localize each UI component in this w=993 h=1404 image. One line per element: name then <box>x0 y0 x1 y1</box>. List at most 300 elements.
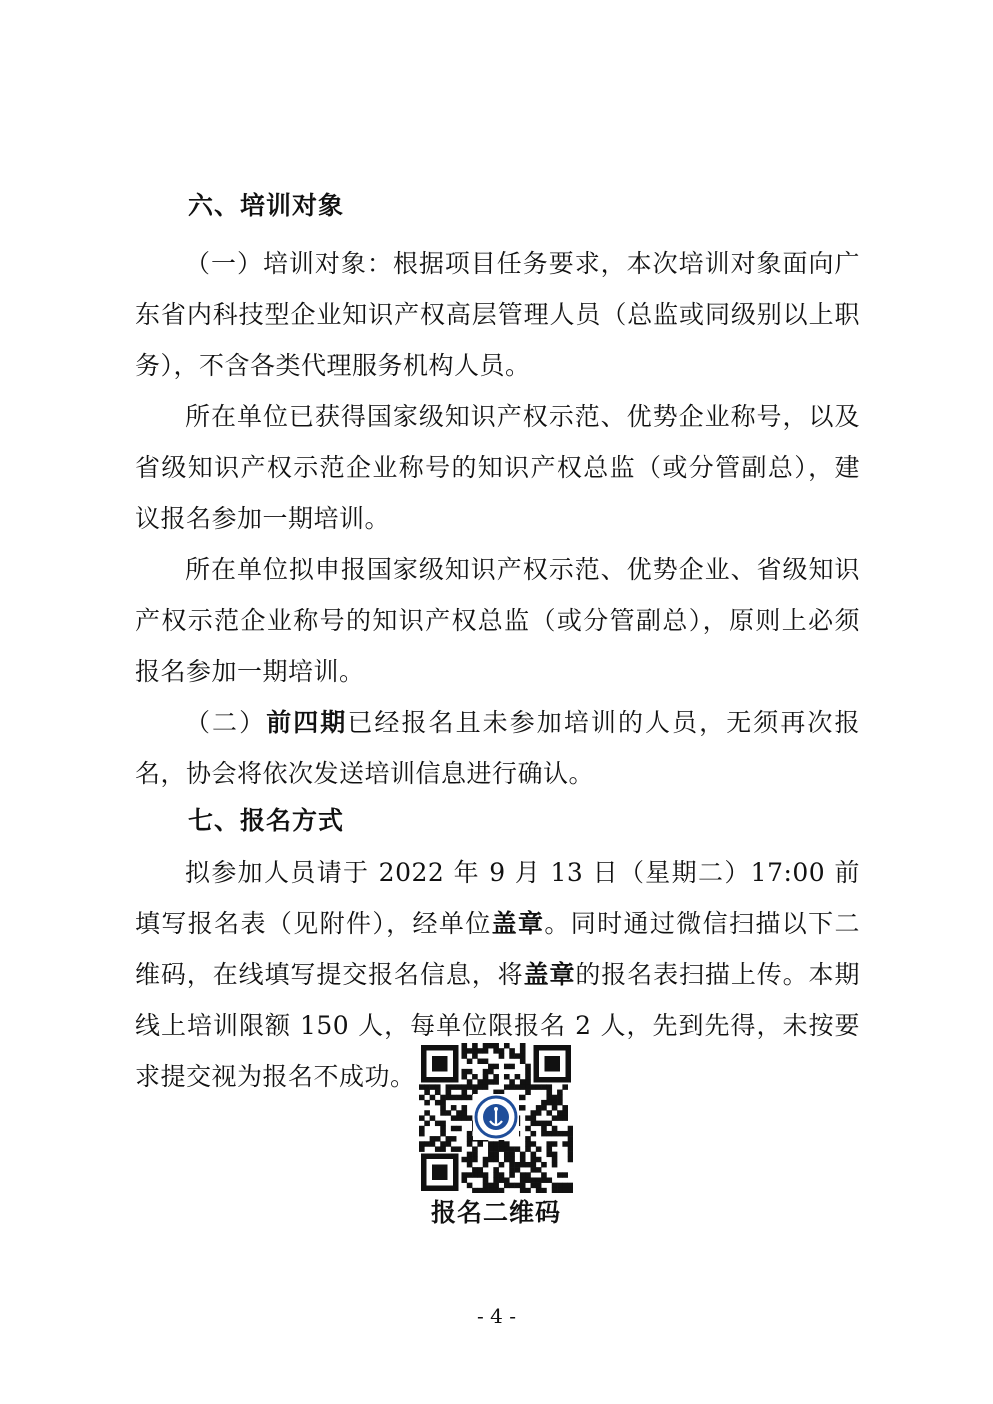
qr-module <box>461 1069 467 1074</box>
qr-module <box>467 1141 473 1146</box>
qr-module <box>461 1110 467 1115</box>
section-6-paragraph-3: 所在单位拟申报国家级知识产权示范、优势企业、省级知识产权示范企业称号的知识产权总监（或分管副总），原则上必须报名参加一期培训。 <box>135 555 860 686</box>
qr-module <box>435 1100 441 1105</box>
registration-qr-block <box>419 1043 573 1231</box>
qr-module <box>531 1121 537 1126</box>
qr-module <box>483 1157 489 1162</box>
qr-module <box>446 1141 452 1146</box>
qr-module <box>546 1084 552 1089</box>
qr-module <box>467 1069 473 1074</box>
qr-module <box>456 1126 462 1131</box>
qr-module <box>493 1146 499 1151</box>
qr-module <box>536 1183 542 1188</box>
qr-module <box>440 1105 446 1110</box>
qr-module <box>483 1162 489 1167</box>
qr-module <box>520 1095 526 1100</box>
qr-module <box>557 1100 563 1105</box>
qr-module <box>461 1095 467 1100</box>
paragraph-7-part-2: 。同时通过微信扫描以下二维码，在线填写提交报名信息，将 <box>135 909 860 989</box>
qr-module <box>467 1157 473 1162</box>
qr-module <box>546 1177 552 1182</box>
qr-module <box>440 1110 446 1115</box>
qr-module <box>546 1095 552 1100</box>
qr-module <box>504 1084 510 1089</box>
qr-module <box>477 1172 483 1177</box>
qr-module <box>467 1048 473 1053</box>
qr-module <box>546 1090 552 1095</box>
qr-module <box>456 1115 462 1120</box>
qr-module <box>499 1053 505 1058</box>
qr-module <box>461 1157 467 1162</box>
qr-module <box>461 1090 467 1095</box>
qr-module <box>419 1095 425 1100</box>
qr-module <box>488 1146 494 1151</box>
qr-module <box>467 1084 473 1089</box>
qr-module <box>493 1043 499 1048</box>
qr-module <box>477 1167 483 1172</box>
qr-module <box>520 1183 526 1188</box>
qr-module <box>488 1079 494 1084</box>
qr-module <box>488 1152 494 1157</box>
qr-module <box>467 1183 473 1188</box>
qr-module <box>451 1136 457 1141</box>
qr-module <box>525 1162 531 1167</box>
qr-module <box>493 1074 499 1079</box>
section-6-paragraph-2: 所在单位已获得国家级知识产权示范、优势企业称号，以及省级知识产权示范企业称号的知识产权总监（或分管副总），建议报名参加一期培训。 <box>135 402 860 533</box>
qr-module <box>525 1084 531 1089</box>
qr-module <box>483 1074 489 1079</box>
qr-module <box>488 1069 494 1074</box>
qr-module <box>536 1084 542 1089</box>
qr-module <box>515 1146 521 1151</box>
qr-module <box>483 1177 489 1182</box>
qr-module <box>520 1059 526 1064</box>
qr-module <box>541 1126 547 1131</box>
qr-module <box>472 1167 478 1172</box>
qr-module <box>552 1188 558 1193</box>
qr-module <box>568 1157 573 1162</box>
qr-module <box>430 1141 436 1146</box>
qr-module <box>525 1141 531 1146</box>
qr-module <box>467 1095 473 1100</box>
qr-module <box>461 1172 467 1177</box>
qr-module <box>520 1177 526 1182</box>
qr-module <box>467 1131 473 1136</box>
qr-module <box>488 1183 494 1188</box>
qr-module <box>461 1043 467 1048</box>
qr-module <box>541 1084 547 1089</box>
page-number: - 4 - <box>477 1304 516 1328</box>
qr-module <box>552 1162 558 1167</box>
section-6-heading: 六、培训对象 <box>188 191 345 220</box>
qr-module <box>472 1152 478 1157</box>
qr-module <box>520 1162 526 1167</box>
qr-module <box>509 1162 515 1167</box>
qr-module <box>541 1100 547 1105</box>
qr-module <box>531 1183 537 1188</box>
qr-module <box>525 1069 531 1074</box>
qr-module <box>552 1131 558 1136</box>
qr-module <box>515 1084 521 1089</box>
qr-module <box>435 1090 441 1095</box>
qr-module <box>509 1172 515 1177</box>
qr-module <box>552 1126 558 1131</box>
qr-module <box>477 1141 483 1146</box>
qr-module <box>557 1188 563 1193</box>
qr-module <box>552 1115 558 1120</box>
qr-module <box>531 1110 537 1115</box>
qr-module <box>536 1146 542 1151</box>
qr-module <box>456 1110 462 1115</box>
qr-module <box>504 1157 510 1162</box>
qr-module <box>525 1064 531 1069</box>
qr-module <box>451 1084 457 1089</box>
qr-module <box>552 1157 558 1162</box>
qr-module <box>546 1121 552 1126</box>
qr-module <box>520 1084 526 1089</box>
qr-module <box>568 1152 573 1157</box>
qr-module <box>531 1084 537 1089</box>
qr-module <box>531 1115 537 1120</box>
qr-module <box>472 1084 478 1089</box>
qr-module <box>568 1126 573 1131</box>
qr-module <box>515 1183 521 1188</box>
qr-module <box>515 1167 521 1172</box>
qr-module <box>504 1074 510 1079</box>
qr-module <box>520 1152 526 1157</box>
qr-module <box>430 1095 436 1100</box>
qr-module <box>557 1095 563 1100</box>
qr-module <box>435 1146 441 1151</box>
qr-module <box>477 1188 483 1193</box>
qr-module <box>546 1141 552 1146</box>
paragraph-4-rest: 已经报名且未参加培训的人员，无须再次报名，协会将依次发送培训信息进行确认。 <box>135 708 860 788</box>
qr-module <box>568 1136 573 1141</box>
qr-module <box>515 1162 521 1167</box>
qr-module <box>430 1084 436 1089</box>
qr-module <box>467 1172 473 1177</box>
qr-module <box>488 1157 494 1162</box>
qr-module <box>493 1152 499 1157</box>
qr-module <box>557 1131 563 1136</box>
qr-module <box>536 1167 542 1172</box>
qr-module <box>467 1079 473 1084</box>
qr-module <box>504 1064 510 1069</box>
qr-module <box>424 1100 430 1105</box>
qr-module <box>472 1188 478 1193</box>
qr-module <box>467 1136 473 1141</box>
qr-module <box>493 1183 499 1188</box>
qr-module <box>493 1177 499 1182</box>
qr-module <box>499 1146 505 1151</box>
qr-module <box>552 1095 558 1100</box>
qr-module <box>499 1141 505 1146</box>
qr-module <box>568 1146 573 1151</box>
qr-module <box>488 1043 494 1048</box>
qr-module <box>483 1183 489 1188</box>
qr-module <box>456 1084 462 1089</box>
qr-module <box>419 1115 425 1120</box>
document-body <box>135 186 860 1102</box>
qr-module <box>499 1172 505 1177</box>
qr-module <box>531 1131 537 1136</box>
paragraph-7-part-3: 的报名表扫描上传。本期线上培训限额 150 人，每单位限报名 2 人，先到先得，未按要求提交视为报名不成功。 <box>135 960 860 1091</box>
qr-module <box>520 1172 526 1177</box>
qr-module <box>440 1146 446 1151</box>
qr-module <box>520 1053 526 1058</box>
qr-module <box>493 1141 499 1146</box>
qr-module <box>525 1115 531 1120</box>
qr-module <box>562 1172 568 1177</box>
qr-module <box>562 1115 568 1120</box>
stamp-emphasis-1: 盖章 <box>491 909 545 938</box>
qr-module <box>461 1053 467 1058</box>
qr-module <box>493 1048 499 1053</box>
qr-module <box>440 1141 446 1146</box>
qr-module <box>541 1188 547 1193</box>
qr-module <box>419 1141 425 1146</box>
qr-module <box>546 1146 552 1151</box>
qr-module <box>472 1074 478 1079</box>
qr-module <box>477 1048 483 1053</box>
qr-module <box>520 1188 526 1193</box>
qr-module <box>515 1074 521 1079</box>
qr-module <box>472 1157 478 1162</box>
qr-module <box>493 1167 499 1172</box>
qr-module <box>451 1146 457 1151</box>
qr-module <box>451 1095 457 1100</box>
qr-module <box>525 1074 531 1079</box>
qr-module <box>499 1188 505 1193</box>
qr-module <box>504 1043 510 1048</box>
qr-module <box>525 1079 531 1084</box>
qr-module <box>504 1183 510 1188</box>
qr-module <box>456 1146 462 1151</box>
qr-module <box>435 1121 441 1126</box>
qr-module <box>504 1146 510 1151</box>
qr-module <box>461 1115 467 1120</box>
qr-module <box>509 1183 515 1188</box>
qr-module <box>509 1167 515 1172</box>
qr-module <box>451 1115 457 1120</box>
qr-module <box>504 1152 510 1157</box>
association-logo-icon <box>476 1097 516 1137</box>
paragraph-4-prefix: （二） <box>185 708 267 737</box>
qr-module <box>562 1131 568 1136</box>
qr-module <box>472 1043 478 1048</box>
qr-module <box>472 1048 478 1053</box>
qr-module <box>430 1136 436 1141</box>
qr-module <box>525 1146 531 1151</box>
qr-module <box>552 1152 558 1157</box>
qr-module <box>419 1131 425 1136</box>
qr-module <box>562 1084 568 1089</box>
qr-module <box>520 1043 526 1048</box>
qr-module <box>520 1079 526 1084</box>
qr-module <box>541 1172 547 1177</box>
qr-module <box>483 1043 489 1048</box>
section-6-paragraph-1: （一）培训对象：根据项目任务要求，本次培训对象面向广东省内科技型企业知识产权高层管理人员（总监或同级别以上职务），不含各类代理服务机构人员。 <box>135 249 860 380</box>
qr-module <box>430 1115 436 1120</box>
qr-module <box>509 1084 515 1089</box>
qr-module <box>536 1188 542 1193</box>
qr-module <box>520 1048 526 1053</box>
qr-module <box>435 1136 441 1141</box>
qr-module <box>440 1095 446 1100</box>
qr-module <box>483 1048 489 1053</box>
qr-module <box>536 1157 542 1162</box>
qr-module <box>499 1048 505 1053</box>
qr-module <box>568 1131 573 1136</box>
qr-module <box>461 1074 467 1079</box>
qr-module <box>499 1162 505 1167</box>
qr-module <box>546 1152 552 1157</box>
qr-module <box>531 1167 537 1172</box>
qr-module <box>440 1131 446 1136</box>
qr-module <box>531 1157 537 1162</box>
qr-module <box>419 1126 425 1131</box>
qr-module <box>509 1146 515 1151</box>
qr-module <box>515 1053 521 1058</box>
qr-module <box>568 1141 573 1146</box>
qr-module <box>525 1126 531 1131</box>
qr-module <box>472 1146 478 1151</box>
qr-module <box>483 1079 489 1084</box>
qr-module <box>483 1059 489 1064</box>
qr-module <box>562 1188 568 1193</box>
qr-module <box>520 1105 526 1110</box>
qr-module <box>424 1090 430 1095</box>
qr-module <box>424 1084 430 1089</box>
qr-module <box>461 1084 467 1089</box>
qr-module <box>562 1183 568 1188</box>
qr-module <box>424 1110 430 1115</box>
qr-module <box>562 1141 568 1146</box>
qr-module <box>451 1126 457 1131</box>
paragraph-4-bold: 前四期 <box>266 708 348 737</box>
qr-module <box>509 1048 515 1053</box>
qr-module <box>461 1048 467 1053</box>
qr-module <box>488 1188 494 1193</box>
qr-module <box>541 1105 547 1110</box>
qr-module <box>557 1172 563 1177</box>
qr-module <box>525 1136 531 1141</box>
qr-module <box>467 1059 473 1064</box>
stamp-emphasis-2: 盖章 <box>523 960 576 989</box>
qr-module <box>531 1141 537 1146</box>
qr-module <box>440 1100 446 1105</box>
qr-module <box>446 1095 452 1100</box>
qr-module <box>557 1110 563 1115</box>
qr-module <box>525 1172 531 1177</box>
qr-module <box>446 1110 452 1115</box>
qr-module <box>509 1157 515 1162</box>
qr-module <box>509 1079 515 1084</box>
qr-module <box>504 1141 510 1146</box>
qr-module <box>493 1157 499 1162</box>
qr-module <box>536 1121 542 1126</box>
qr-module <box>461 1177 467 1182</box>
qr-module <box>493 1172 499 1177</box>
qr-module <box>509 1152 515 1157</box>
qr-module <box>541 1131 547 1136</box>
qr-module <box>440 1121 446 1126</box>
qr-module <box>509 1064 515 1069</box>
qr-module <box>456 1095 462 1100</box>
qr-caption: 报名二维码 <box>430 1198 561 1227</box>
qr-module <box>493 1188 499 1193</box>
qr-module <box>483 1188 489 1193</box>
qr-module <box>477 1059 483 1064</box>
qr-module <box>520 1157 526 1162</box>
qr-module <box>562 1110 568 1115</box>
section-7-heading: 七、报名方式 <box>188 806 345 835</box>
qr-module <box>446 1136 452 1141</box>
qr-module <box>568 1188 573 1193</box>
qr-module <box>536 1110 542 1115</box>
qr-module <box>472 1172 478 1177</box>
qr-module <box>467 1162 473 1167</box>
qr-module <box>461 1105 467 1110</box>
qr-module <box>552 1183 558 1188</box>
qr-module <box>467 1152 473 1157</box>
qr-module <box>546 1131 552 1136</box>
qr-module <box>525 1188 531 1193</box>
qr-module <box>477 1079 483 1084</box>
qr-module <box>419 1146 425 1151</box>
qr-module <box>504 1177 510 1182</box>
qr-module <box>525 1090 531 1095</box>
qr-module <box>483 1069 489 1074</box>
qr-module <box>568 1183 573 1188</box>
qr-module <box>552 1100 558 1105</box>
qr-module <box>446 1090 452 1095</box>
qr-module <box>440 1126 446 1131</box>
qr-module <box>525 1177 531 1182</box>
qr-module <box>531 1177 537 1182</box>
qr-module <box>451 1105 457 1110</box>
qr-module <box>557 1090 563 1095</box>
qr-module <box>531 1162 537 1167</box>
qr-module <box>546 1110 552 1115</box>
qr-module <box>477 1084 483 1089</box>
qr-module <box>557 1115 563 1120</box>
qr-module <box>499 1177 505 1182</box>
qr-module <box>557 1183 563 1188</box>
qr-module <box>424 1121 430 1126</box>
qr-module <box>541 1177 547 1182</box>
qr-module <box>419 1084 425 1089</box>
qr-module <box>493 1079 499 1084</box>
qr-code-icon[interactable] <box>419 1043 573 1193</box>
qr-module <box>552 1141 558 1146</box>
qr-module <box>488 1064 494 1069</box>
qr-module <box>483 1172 489 1177</box>
qr-module <box>541 1121 547 1126</box>
qr-module <box>509 1053 515 1058</box>
qr-module <box>488 1141 494 1146</box>
qr-module <box>546 1100 552 1105</box>
qr-module <box>467 1115 473 1120</box>
qr-module <box>446 1084 452 1089</box>
paragraph-7-part-1: 拟参加人员请于 2022 年 9 月 13 日（星期二）17:00 前填写报名表（见附件），经单位 <box>135 858 860 938</box>
qr-module <box>493 1064 499 1069</box>
qr-module <box>536 1177 542 1182</box>
qr-module <box>552 1105 558 1110</box>
qr-module <box>541 1162 547 1167</box>
qr-module <box>531 1152 537 1157</box>
qr-module <box>483 1084 489 1089</box>
